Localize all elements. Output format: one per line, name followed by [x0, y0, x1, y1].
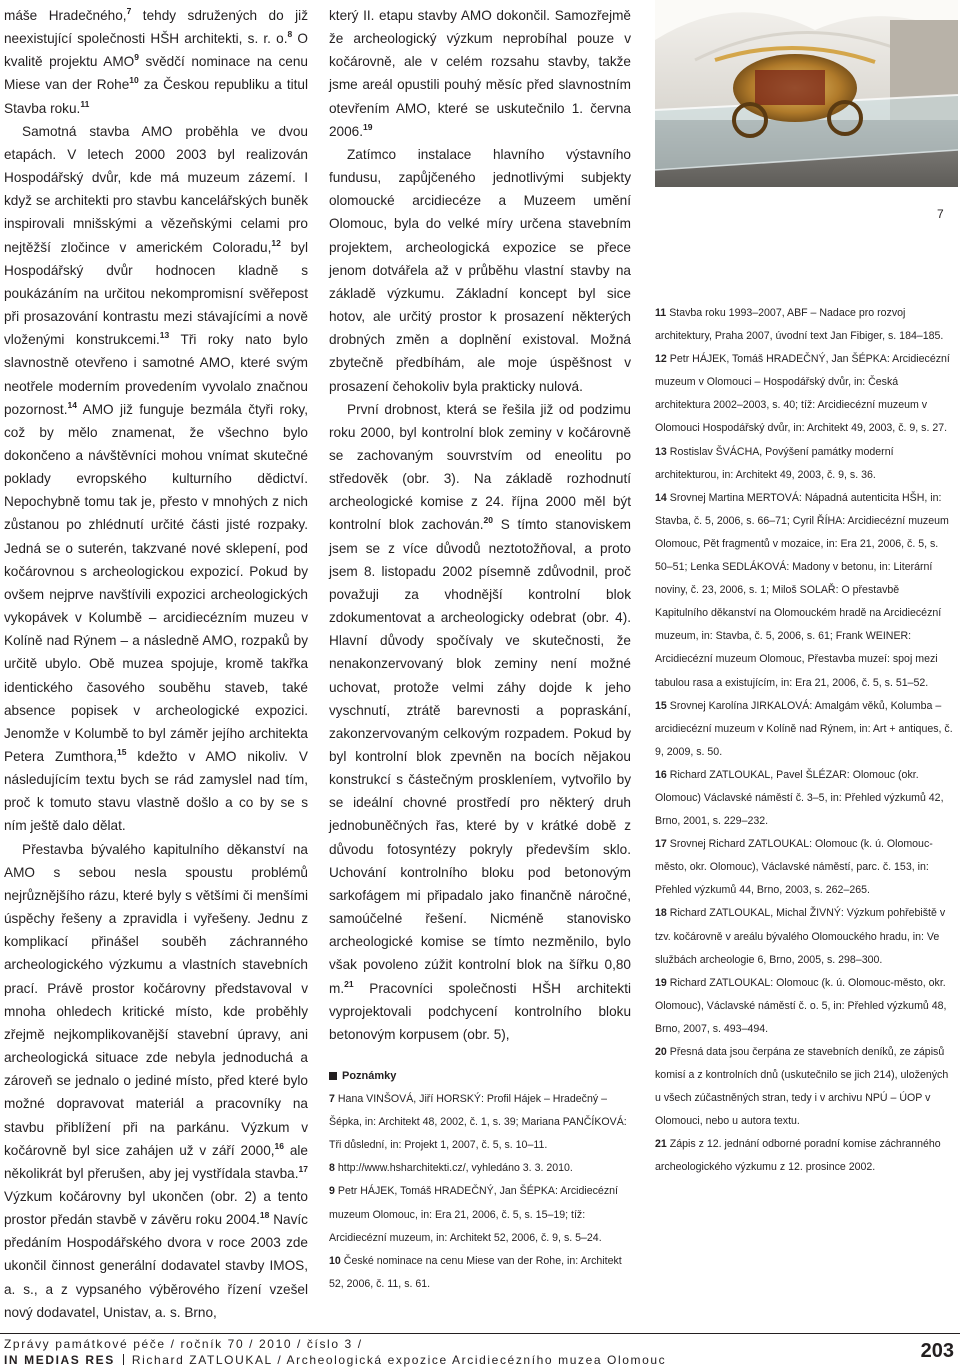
footnote-item — [655, 695, 955, 764]
page-number: 203 — [920, 1340, 954, 1362]
footnote-number: 9 — [329, 1185, 335, 1198]
footnote-ref[interactable]: 14 — [67, 399, 77, 410]
footnote-number: 16 — [655, 768, 667, 781]
text-run: Pracovníci společnosti HŠH architekti vyprojektovali podchycení kontrolního bloku betonovým korpusem (obr. 5), — [329, 980, 631, 1042]
column-left — [4, 4, 308, 1324]
text-run: za Českou republiku a titul Stavba roku. — [4, 77, 308, 116]
paragraph-2 — [4, 120, 308, 838]
footnote-ref[interactable]: 11 — [80, 98, 90, 109]
footnote-text: Srovnej Richard ZATLOUKAL: Olomouc (k. ú. Olomouc-město, okr. Olomouc), Václavské náměstí, parc. č. 153, in: Přehled výzkumů 44, Brno, 2003, s. 262–265. — [655, 838, 933, 897]
footnote-text: Richard ZATLOUKAL: Olomouc (k. ú. Olomouc-město, okr. Olomouc), Václavské náměstí č. o. 5, in: Přehled výzkumů 48, Brno, 2007, s. 493–494. — [655, 976, 947, 1035]
footnote-text: České nominace na cenu Miese van der Rohe, in: Architekt 52, 2006, č. 11, s. 61. — [329, 1254, 622, 1290]
footnote-item — [655, 348, 955, 440]
footnote-number: 10 — [329, 1254, 341, 1267]
footnote-text: Richard ZATLOUKAL, Pavel ŠLÉZAR: Olomouc (okr. Olomouc) Václavské náměstí č. 3–5, in: Přehled výzkumů 42, Brno, 2001, s. 229–232. — [655, 768, 944, 828]
text-run: Přestavba bývalého kapitulního děkanství na AMO s sebou nesla spoustu problémů nejrůznějšího rázu, které byly s většími či menšími úspěchy řešeny a zpravidla i vyřešeny. Jednu z komplikací přinášel souběh záchranného archeologického výzkumu a vlastních stavebních prací. Právě prostor kočárovny představoval v mnoha ohledech kritické místo, kde proběhly zřejmě nejkomplikovanější stavební úpravy, ani archeologická situace zde nebyla jednoduchá a zároveň se jednalo o jediné místo, před které bylo možné dopravovat materiál a pracovníky na stavbu přiblížení při na parkánu. Výzkum v kočárovně byl sice zahájen už v září 2000, — [4, 841, 308, 1158]
footnote-number: 7 — [329, 1093, 335, 1106]
notes-title: Poznámky — [342, 1070, 397, 1083]
footnote-ref[interactable]: 20 — [483, 515, 493, 526]
text-run: kdežto v AMO nikoliv. V následujícím textu bych se rád zamyslel nad tím, proč k tomuto stavu vlastně došlo a co by se s ním ještě dalo dělat. — [4, 749, 308, 834]
column-right — [655, 0, 955, 1180]
footnote-item — [329, 1157, 631, 1180]
text-run: tehdy sdružených do již neexistující společnosti HŠH architekti, s. r. o. — [4, 8, 308, 47]
figure-number: 7 — [937, 207, 944, 221]
footnote-number: 14 — [655, 491, 667, 504]
footnote-item — [655, 441, 955, 487]
article-title: Richard ZATLOUKAL / Archeologická expozice Arcidiecézního muzea Olomouc — [131, 1353, 667, 1367]
footnote-item — [329, 1250, 631, 1296]
footnote-number: 19 — [655, 976, 667, 989]
footnote-text: Petr HÁJEK, Tomáš HRADEČNÝ, Jan ŠÉPKA: Arcidiecézní muzeum v Olomouci – Hospodářský dvůr, in: Česká architektura 2002–2003, s. 40; tíž: Arcidiecézní muzeum v Olomouci Hospodářský dvůr, in: Architekt 49, 2003, č. 9, s. 27. — [655, 353, 950, 435]
footnote-text: Srovnej Karolína JIRKALOVÁ: Amalgám věků, Kolumba – arcidiecézní muzeum v Kolíně nad Rýnem, in: Art + antiques, č. 9, 2009, s. 50. — [655, 699, 953, 758]
footnote-number: 21 — [655, 1138, 667, 1151]
footnote-text: Hana VINŠOVÁ, Jiří HORSKÝ: Profil Hájek – Hradečný – Šépka, in: Architekt 48, 2002, č. 1, s. 39; Mariana PANČÍKOVÁ: Tři důslední, in: Projekt 1, 2007, č. 5, s. 10–11. — [329, 1093, 627, 1152]
footnote-text: Přesná data jsou čerpána ze stavebních deníků, ze zápisů komisí a z kontrolních dnů (uskutečnilo se jich 214), uložených u všech zúčastněných stran, tedy i v archivu NPÚ – ÚOP v Olomouci, nebo u autora textu. — [655, 1046, 949, 1128]
footnote-ref[interactable]: 7 — [126, 6, 132, 16]
footnote-ref[interactable]: 10 — [129, 75, 139, 86]
bullet-square-icon — [329, 1072, 337, 1080]
footer-divider — [123, 1354, 124, 1365]
footnote-number: 13 — [655, 445, 667, 458]
footnote-ref[interactable]: 16 — [274, 1140, 285, 1151]
notes-section — [329, 1070, 631, 1296]
footnote-ref[interactable]: 19 — [363, 121, 373, 132]
text-run: Navíc předáním Hospodářského dvora v roce 2003 zde ukončil činnost generální dodavatel stavby IMOS, a. s., a z vypsaného výběrového řízení vzešel nový dodavatel, Unistav, a. s. Brno, — [4, 1212, 308, 1320]
footnote-ref[interactable]: 8 — [287, 29, 293, 40]
section-name: IN MEDIAS RES — [4, 1353, 115, 1367]
footnote-item — [655, 302, 955, 348]
footnote-ref[interactable]: 17 — [298, 1163, 308, 1174]
text-run: S tímto stanoviskem jsem se z více důvodů neztotožňoval, a proto jsem 8. listopadu 2002 písemně zdůvodnil, proč považuji za vhodnější kontrolní blok zdokumentovat a archeologicky odebrat (obr. 4). Hlavní důvody spočívaly ve skutečnosti, že nenakonzervovaný blok zeminy není možné uchovat, protože velmi záhy dojde k jeho vyschnutí, ztrátě barevnosti a popraskání, zakonzervovaným celkovým rozpadem. Pokud by byl kontrolní blok zpevněn na bocích nějakou konstrukcí s částečným proskleníem, vytvořilo by se ideální chovné prostředí pro některý druh jednobuněčných řas, které by v krátké době z důvodu fotosyntézy pokryly především sklo. Uchování kontrolního bloku pod betonovým sarkofágem mi připadalo jako finančně náročné, samoúčelné řešení. Nicméně stanovisko archeologické komise se tímto nezměnilo, bylo však povoleno zúžit kontrolní blok na šířku 0,80 m. — [329, 517, 631, 996]
article-running-title — [4, 1353, 666, 1367]
footnote-text: Zápis z 12. jednání odborné poradní komise záchranného archeologického výzkumu z 12. prosince 2002. — [655, 1138, 941, 1174]
footnote-text: Rostislav ŠVÁCHA, Povýšení památky moderní architekturou, in: Architekt 49, 2003, č. 9, s. 36. — [655, 445, 894, 481]
paragraph-6 — [329, 398, 631, 1046]
text-run: byl Hospodářský dvůr hodnocen kladně s poukázáním na určitou nekompromisní svěřepost při prosazování kontrastu mezi stávajícími a nově vloženými konstrukcemi. — [4, 239, 309, 348]
footnote-ref[interactable]: 18 — [259, 1210, 270, 1221]
column-middle — [329, 4, 631, 1296]
footnote-text: Stavba roku 1993–2007, ABF – Nadace pro rozvoj architektury, Praha 2007, úvodní text Jan Fibiger, s. 184–185. — [655, 307, 944, 343]
text-run: máše Hradečného, — [4, 8, 127, 23]
footnote-number: 20 — [655, 1046, 667, 1058]
notes-heading — [329, 1070, 631, 1082]
footnote-item — [655, 902, 955, 971]
notes-list-right — [655, 302, 955, 1180]
text-run: Samotná stavba AMO proběhla ve dvou etapách. V letech 2000 2003 byl realizován Hospodářský dvůr, kde má muzeum zázemí. I když se architekti pro stavbu kancelářských buněk inspirovali mnišskými a vězeňskými celami pro nejtěžší zločince v americkém Coloradu, — [4, 123, 308, 255]
footnote-number: 18 — [655, 907, 667, 920]
paragraph-5 — [329, 143, 631, 398]
notes-list — [329, 1088, 631, 1296]
paragraph-4 — [329, 4, 631, 143]
footnote-number: 12 — [655, 353, 667, 366]
footnote-item — [655, 1041, 955, 1133]
footnote-item — [655, 764, 955, 833]
text-run: Tři roky nato bylo slavnostně otevřeno i samotné AMO, které svým neotřele moderním provedením vyvolalo značnou pozornost. — [4, 332, 308, 417]
footnote-text: Petr HÁJEK, Tomáš HRADEČNÝ, Jan ŠÉPKA: Arcidiecézní muzeum Olomouc, in: Era 21, 2006, č. 5, s. 15–19; tíž: Arcidiecézní muzeum, in: Architekt 52, 2006, č. 9, s. 5–24. — [329, 1185, 618, 1244]
journal-citation: Zprávy památkové péče / ročník 70 / 2010 / číslo 3 / — [4, 1337, 363, 1351]
footnote-ref[interactable]: 15 — [116, 747, 127, 757]
footnote-item — [655, 487, 955, 695]
footnote-text: Richard ZATLOUKAL, Michal ŽIVNÝ: Výzkum pohřebiště v tzv. kočárovně v areálu bývalého Olomouckého hradu, in: Ve službách archeologie 6, Brno, 2005, s. 298–300. — [655, 907, 946, 966]
footnote-item — [655, 1133, 955, 1179]
text-run: První drobnost, která se řešila již od podzimu roku 2000, byl kontrolní blok zeminy v kočárovně se zachovaným souvrstvím od eneolitu po středověk (obr. 3). Na základě rozhodnutí archeologické komise z 24. října 2000 měl být kontrolní blok zachován. — [329, 401, 631, 533]
paragraph-3 — [4, 838, 308, 1324]
paragraph-1 — [4, 4, 308, 120]
text-run: ale několikrát byl přerušen, aby jej vystřídala stavba. — [4, 1142, 308, 1181]
footnote-item — [655, 833, 955, 902]
photo-illustration — [655, 0, 958, 187]
text-run: který II. etapu stavby AMO dokončil. Samozřejmě že archeologický výzkum neprobíhal pouze v kočárovně, ale v celém rozsahu stavby, takže jsme areál opustili pouhý měsíc před slavnostním otevřením AMO, které se uskutečnilo 1. června 2006. — [329, 8, 631, 139]
footer-rule — [0, 1333, 960, 1334]
text-run: O kvalitě projektu AMO — [4, 31, 308, 70]
footnote-number: 15 — [655, 699, 667, 712]
text-run: AMO již funguje bezmála čtyři roky, což by mělo znamenat, že všechno bylo dokončeno a návštěvníci mohou vnímat skutečné poklady evropského kulturního dědictví. Nepochybně tomu tak je, přesto v mnohých z nich zůstanou po zhlédnutí určité části jisté rozpaky. Jedná se o suterén, takzvané nové sklepení, pod kočárovnou s archeologickou expozicí. Pokud by ovšem nejprve navštívili expozici archeologických vykopávek v Kolumbě – arcidiecézním muzeu v Kolíně nad Rýnem – a následně AMO, rozpaků by určitě ubylo. Obě muzea spojuje, kromě takřka identického časového souběhu staveb, také absence popisek v archeologické expozici. Jenomže v Kolumbě to byl záměr jejího architekta Petera Zumthora, — [4, 401, 308, 764]
text-run: svědčí nominace na cenu Miese van der Rohe — [4, 54, 308, 93]
footnote-ref[interactable]: 9 — [134, 52, 139, 63]
footnote-ref[interactable]: 13 — [159, 330, 170, 341]
footnote-number: 11 — [655, 307, 667, 319]
text-run: Zatímco instalace hlavního výstavního fundusu, zapůjčeného jednotlivými subjekty olomoucké arcidiecéze a Muzeem umění Olomouc, byla do velké míry určena stavebním projektem, archeologická expozice se přece jenom dotvářela až v průběhu vlastní stavby na základě výzkumu. Základní koncept byl sice hotov, ale určitý prostor k prosazení některých drobných změn a doplnění existoval. Možná zbytečně předbíhám, ale moje úspěšnost v prosazení čehokoliv byla prakticky nulová. — [329, 146, 631, 394]
footnote-text: http://www.hsharchitekti.cz/, vyhledáno 3. 3. 2010. — [337, 1162, 573, 1175]
footnote-item — [329, 1088, 631, 1157]
footnote-number: 8 — [329, 1162, 335, 1175]
museum-carriage-photo — [655, 0, 958, 187]
footnote-ref[interactable]: 21 — [344, 978, 354, 989]
footnote-item — [655, 972, 955, 1041]
footnote-number: 17 — [655, 838, 667, 851]
text-run: Výzkum kočárovny byl ukončen (obr. 2) a tento prostor předán stavbě v závěru roku 2004. — [4, 1188, 308, 1228]
footnote-ref[interactable]: 12 — [271, 237, 281, 248]
footnote-text: Srovnej Martina MERTOVÁ: Nápadná autenticita HŠH, in: Stavba, č. 5, 2006, s. 66–71; Cyril ŘÍHA: Arcidiecézní muzeum Olomouc, Pět fragmentů v mozaice, in: Era 21, 2006, č. 5, s. 50–51; Lenka SEDLÁKOVÁ: Madony v betonu, in: Literární noviny, č. 23, 2006, s. 1; Miloš SOLAŘ: O přestavbě Kapitulního děkanství na Olomouckém hradě na Arcidiecézní muzeum, in: Stavba, č. 5, 2006, s. 61; Frank WEINER: Arcidiecézní muzeum Olomouc, Přestavba muzeí: spoj mezi tabulou rasa a existujícím, in: Era 21, 2006, č. 5, s. 51–52. — [655, 491, 949, 689]
footnote-item — [329, 1180, 631, 1249]
